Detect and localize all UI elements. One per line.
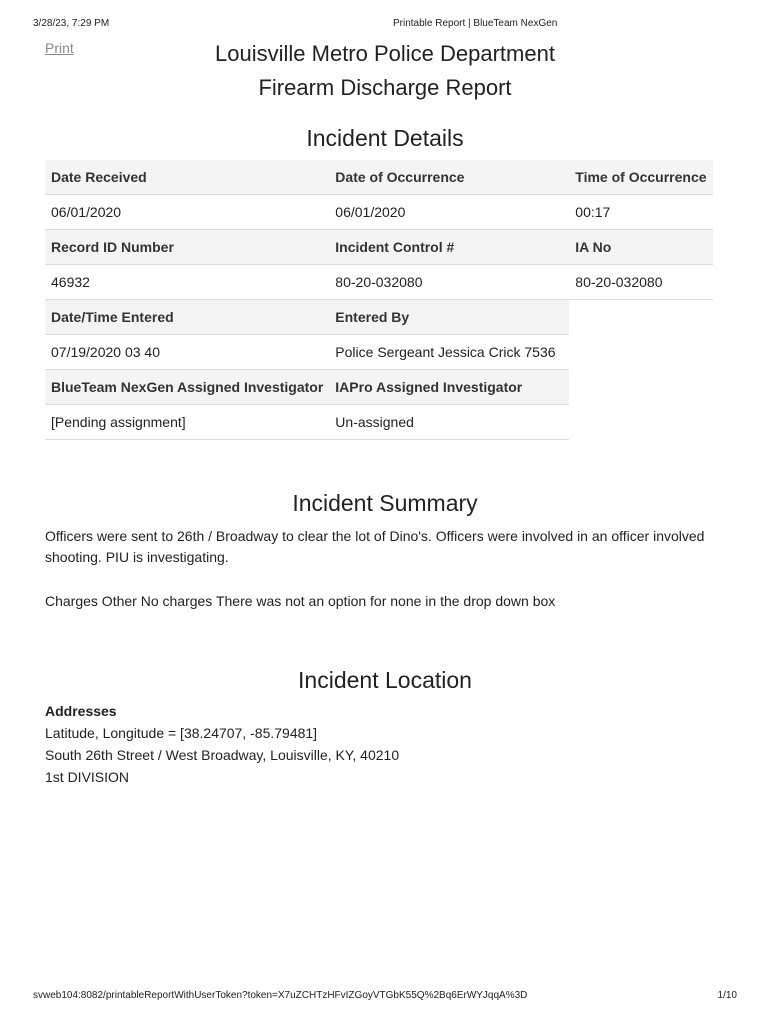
details-empty-cell xyxy=(569,300,712,335)
print-footer xyxy=(33,990,737,1004)
incident-summary-text: Officers were sent to 26th / Broadway to clear the lot of Dino's. Officers were involved in an officer involved shooting. PIU is investigating. xyxy=(45,528,705,565)
details-header-row xyxy=(45,160,713,195)
details-value-row xyxy=(45,265,713,300)
incident-charges-text: Charges Other No charges There was not an option for none in the drop down box xyxy=(45,593,556,609)
print-page-title: Printable Report | BlueTeam NexGen xyxy=(393,18,558,29)
details-field-label: IAPro Assigned Investigator xyxy=(329,370,569,405)
details-value-row xyxy=(45,405,713,440)
report-type-title: Firearm Discharge Report xyxy=(258,75,512,100)
details-field-label: Date Received xyxy=(45,160,329,195)
details-value-row xyxy=(45,195,713,230)
print-header xyxy=(33,18,737,32)
incident-location-details xyxy=(45,700,399,788)
details-field-value: 00:17 xyxy=(569,195,712,230)
details-field-label: Record ID Number xyxy=(45,230,329,265)
incident-details-heading: Incident Details xyxy=(306,125,464,151)
details-field-value: 06/01/2020 xyxy=(329,195,569,230)
details-header-row xyxy=(45,230,713,265)
details-field-label: IA No xyxy=(569,230,712,265)
incident-summary-heading: Incident Summary xyxy=(292,490,478,516)
department-title: Louisville Metro Police Department xyxy=(215,41,555,66)
details-empty-cell xyxy=(569,405,712,440)
print-date: 3/28/23, 7:29 PM xyxy=(33,18,110,29)
details-value-row xyxy=(45,335,713,370)
details-field-value: 06/01/2020 xyxy=(45,195,329,230)
details-field-label: BlueTeam NexGen Assigned Investigator xyxy=(45,370,329,405)
details-field-label: Incident Control # xyxy=(329,230,569,265)
details-field-label: Date/Time Entered xyxy=(45,300,329,335)
details-field-value: 80-20-032080 xyxy=(329,265,569,300)
page-number: 1/10 xyxy=(717,990,737,1001)
details-field-label: Date of Occurrence xyxy=(329,160,569,195)
details-field-value: [Pending assignment] xyxy=(45,405,329,440)
details-field-value: Un-assigned xyxy=(329,405,569,440)
lat-long: Latitude, Longitude = [38.24707, -85.79481] xyxy=(45,725,318,741)
details-field-label: Time of Occurrence xyxy=(569,160,712,195)
details-header-row xyxy=(45,370,713,405)
address: South 26th Street / West Broadway, Louisville, KY, 40210 xyxy=(45,747,400,763)
incident-details-table xyxy=(45,160,713,440)
details-field-value: 80-20-032080 xyxy=(569,265,712,300)
print-link[interactable]: Print xyxy=(45,40,74,56)
details-field-value: 46932 xyxy=(45,265,329,300)
addresses-label: Addresses xyxy=(45,703,117,719)
details-empty-cell xyxy=(569,370,712,405)
details-header-row xyxy=(45,300,713,335)
report-title xyxy=(0,37,770,105)
details-field-value: 07/19/2020 03 40 xyxy=(45,335,329,370)
footer-url: svweb104:8082/printableReportWithUserToken?token=X7uZCHTzHFvIZGoyVTGbK55Q%2Bq6ErWYJqqA%3D xyxy=(33,990,528,1001)
details-field-value: Police Sergeant Jessica Crick 7536 xyxy=(329,335,569,370)
details-field-label: Entered By xyxy=(329,300,569,335)
division: 1st DIVISION xyxy=(45,769,130,785)
details-empty-cell xyxy=(569,335,712,370)
incident-location-heading: Incident Location xyxy=(298,667,472,693)
